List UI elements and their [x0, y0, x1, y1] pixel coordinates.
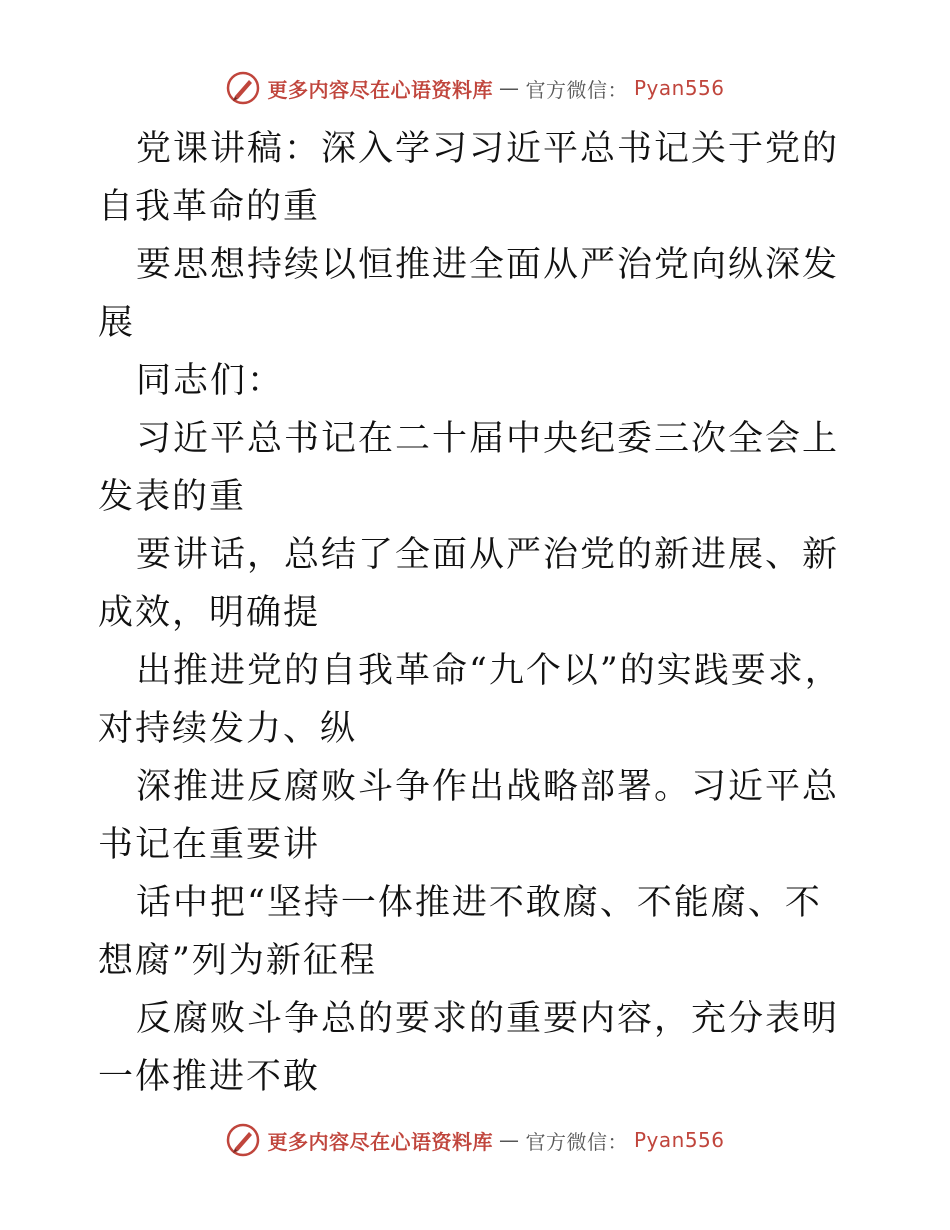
paragraph-subtitle: 要思想持续以恒推进全面从严治党向纵深发展: [98, 245, 840, 343]
paragraph-body: 深推进反腐败斗争作出战略部署。习近平总书记在重要讲: [98, 767, 840, 865]
footer-watermark: [0, 1122, 950, 1158]
watermark-contact-label: 官方微信：: [525, 77, 628, 102]
watermark-dash: —: [498, 1128, 520, 1152]
pen-logo-icon: [225, 70, 261, 106]
paragraph-body: 话中把“坚持一体推进不敢腐、不能腐、不想腐”列为新征程: [98, 883, 822, 981]
paragraph-body: 习近平总书记在二十届中央纪委三次全会上发表的重: [98, 419, 840, 517]
paragraph-body: 出推进党的自我革命“九个以”的实践要求，对持续发力、纵: [98, 651, 842, 749]
watermark-brand: 更多内容尽在心语资料库: [267, 77, 493, 102]
paragraph-body: 反腐败斗争总的要求的重要内容，充分表明一体推进不敢: [98, 999, 840, 1097]
watermark-dash: —: [498, 76, 520, 100]
watermark-contact-id: Pyan556: [633, 76, 725, 100]
document-body: [98, 120, 858, 1106]
header-watermark: [0, 70, 950, 106]
pen-logo-icon: [225, 1122, 261, 1158]
watermark-contact-label: 官方微信：: [525, 1129, 628, 1154]
paragraph-salutation: 同志们：: [136, 361, 285, 401]
paragraph-body: 要讲话，总结了全面从严治党的新进展、新成效，明确提: [98, 535, 840, 633]
paragraph-title: 党课讲稿：深入学习习近平总书记关于党的自我革命的重: [98, 129, 840, 227]
watermark-contact-id: Pyan556: [633, 1128, 725, 1152]
watermark-brand: 更多内容尽在心语资料库: [267, 1129, 493, 1154]
